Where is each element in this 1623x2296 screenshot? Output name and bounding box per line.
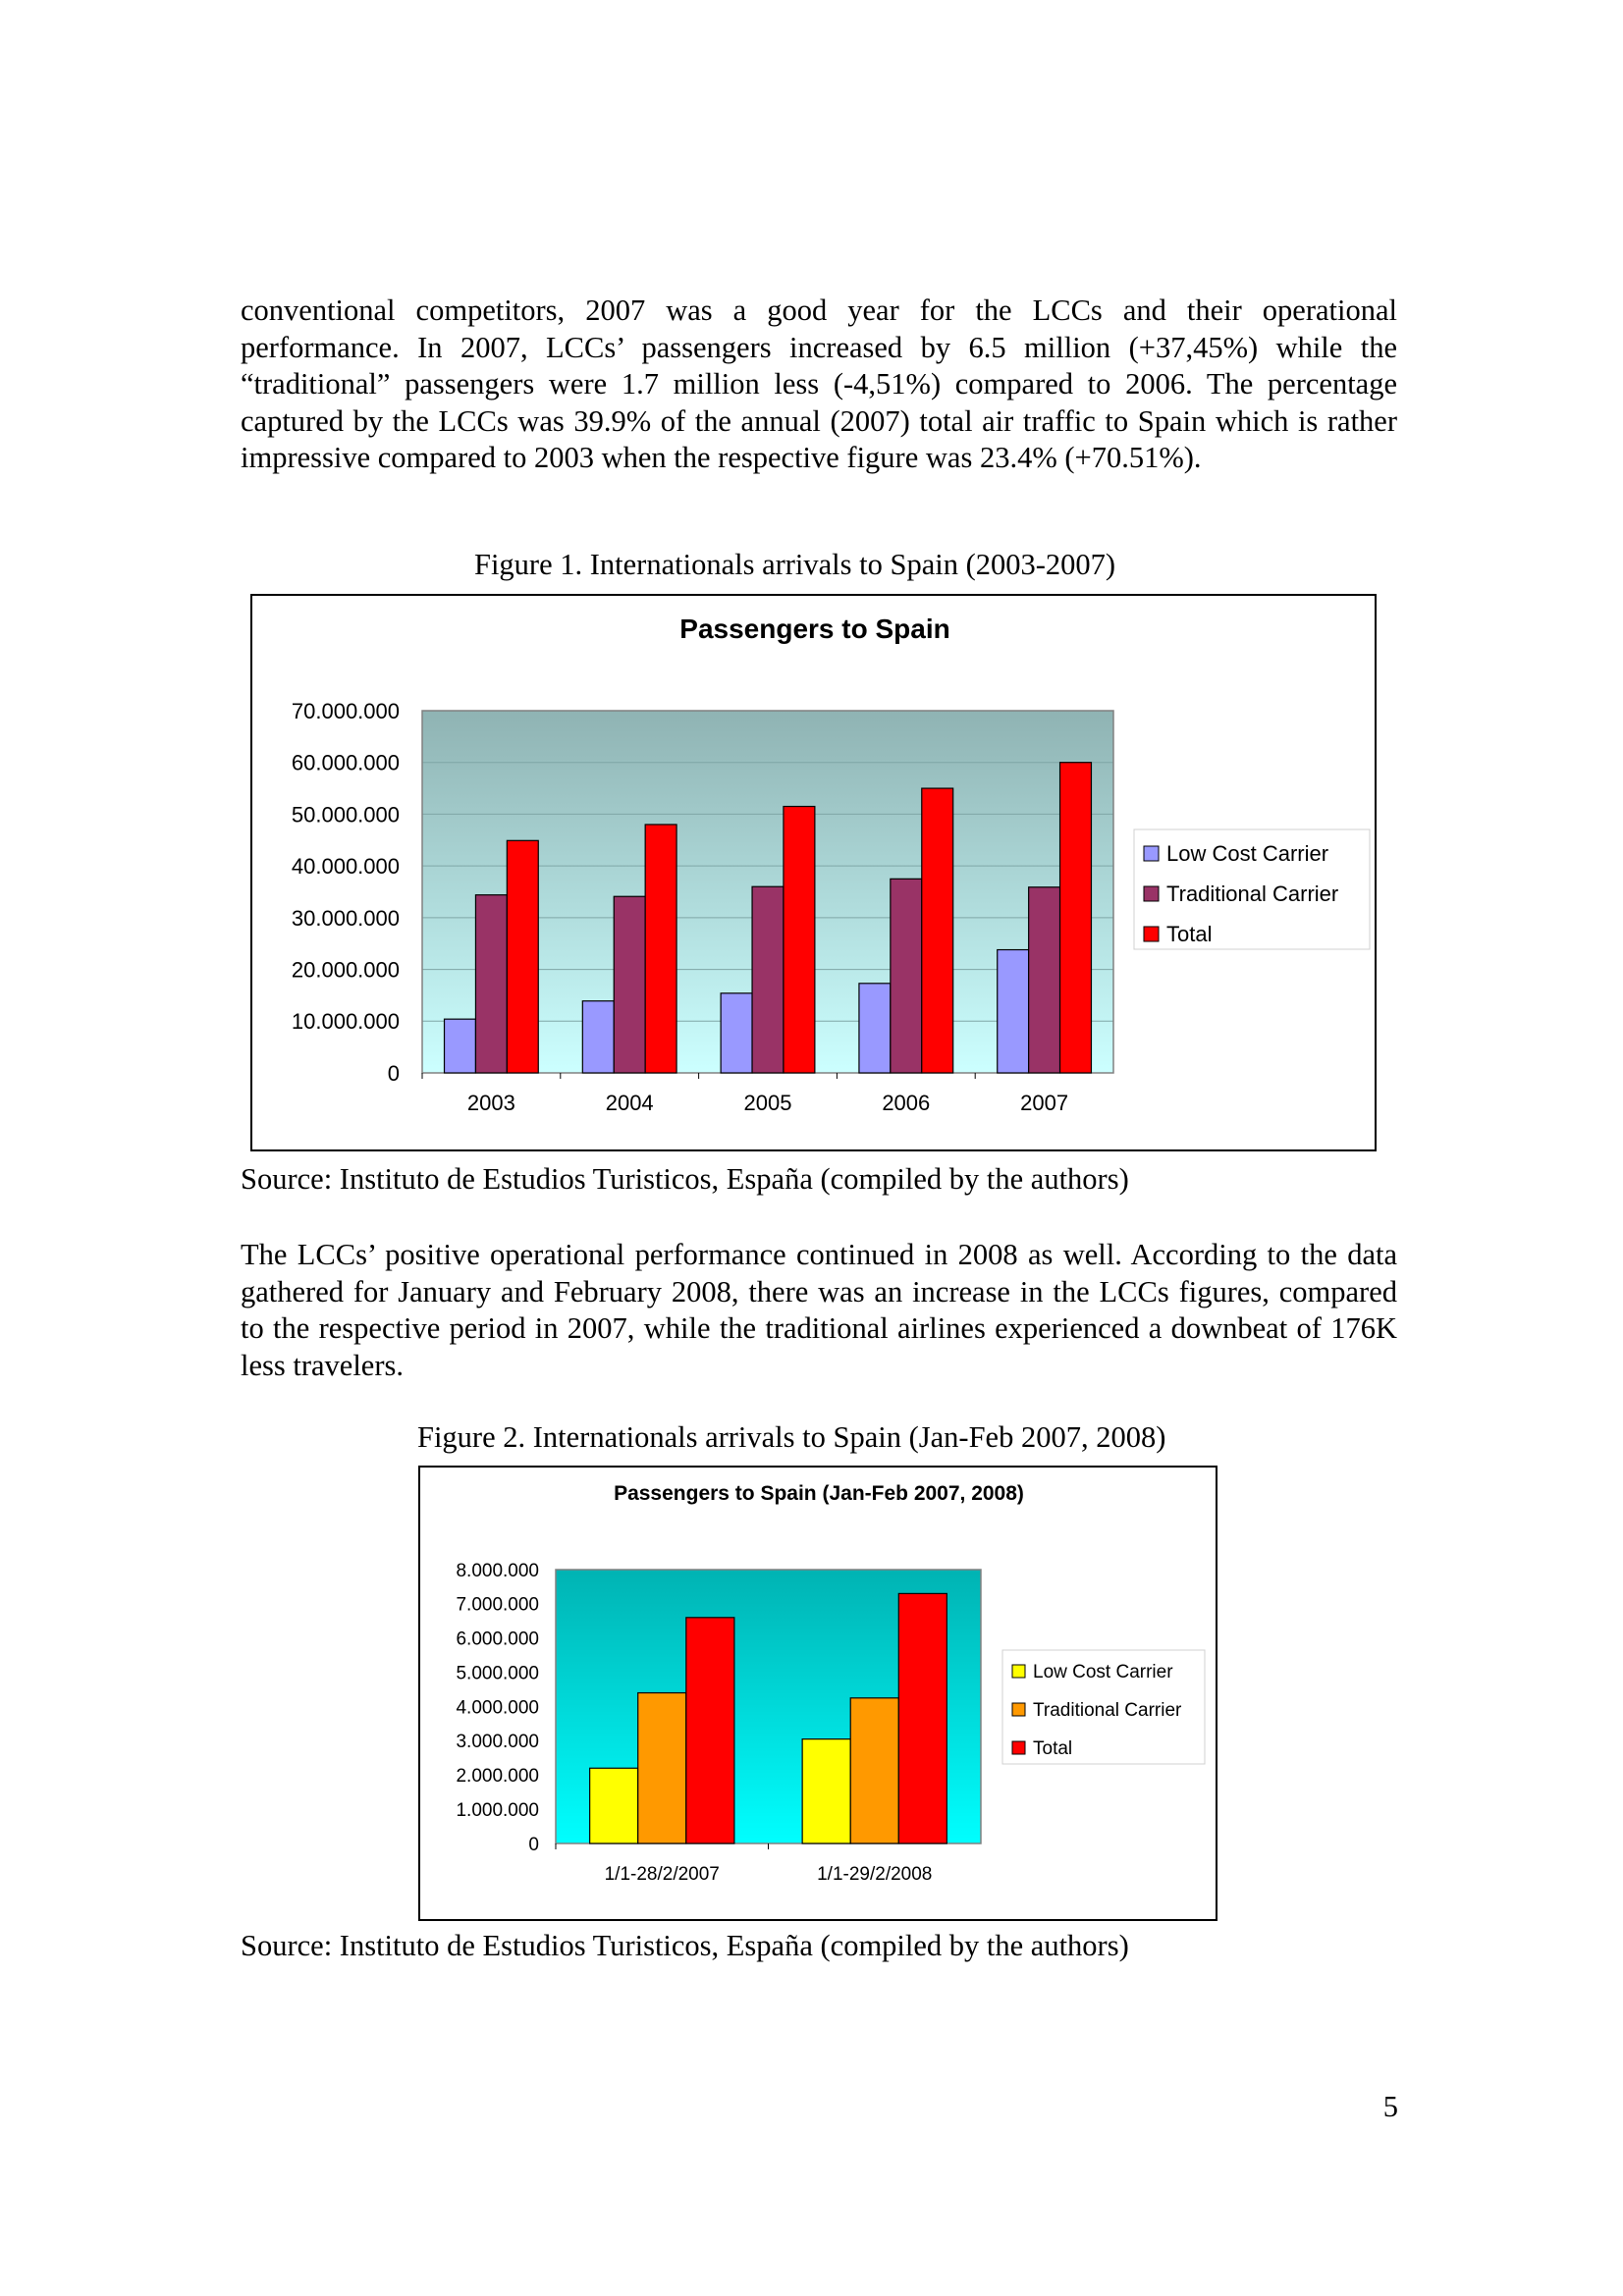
figure-1-source: Source: Instituto de Estudios Turisticos, España (compiled by the authors) [241, 1162, 1129, 1196]
chart-1-x-tick-label: 2004 [605, 1091, 654, 1115]
chart-2-y-tick-label: 4.000.000 [456, 1697, 539, 1719]
chart-1-bar [752, 886, 784, 1073]
chart-1-bar [445, 1019, 476, 1073]
chart-2-bar [638, 1693, 686, 1843]
chart-2-title: Passengers to Spain (Jan-Feb 2007, 2008) [614, 1482, 1024, 1505]
chart-1-bar [507, 840, 538, 1073]
chart-1-y-tick-label: 10.000.000 [291, 1009, 400, 1035]
chart-2-legend-label: Low Cost Carrier [1033, 1662, 1173, 1682]
chart-1-x-tick-label: 2003 [466, 1091, 515, 1115]
chart-2-y-tick-label: 1.000.000 [456, 1799, 539, 1821]
chart-1-bar [614, 896, 645, 1073]
chart-2-y-tick-label: 6.000.000 [456, 1629, 539, 1650]
chart-1-legend-swatch [1144, 846, 1159, 861]
chart-1-title: Passengers to Spain [679, 614, 950, 644]
chart-2-legend-label: Total [1033, 1738, 1073, 1759]
chart-1-y-tick-label: 70.000.000 [291, 698, 400, 723]
body-paragraph-1: conventional competitors, 2007 was a good year for the LCCs and their operational performance. In 2007, LCCs’ passengers increased by 6.5 million (+37,45%) while the “traditional” passengers were 1.7 million less (-4,51%) compared to 2006. The percentage captured by the LCCs was 39.9% of the annual (2007) total air traffic to Spain which is rather impressive compared to 2003 when the respective figure was 23.4% (+70.51%). [241, 294, 1397, 474]
chart-1-y-tick-label: 30.000.000 [291, 905, 400, 931]
chart-2-bar [802, 1739, 850, 1843]
chart-1-legend-swatch [1144, 886, 1159, 901]
chart-1-y-tick-label: 50.000.000 [291, 802, 400, 828]
chart-2-y-tick-label: 7.000.000 [456, 1594, 539, 1616]
chart-1-y-tick-label: 40.000.000 [291, 854, 400, 880]
chart-2-y-tick-label: 8.000.000 [456, 1560, 539, 1581]
chart-2-legend-swatch [1012, 1703, 1025, 1716]
chart-1-bar [998, 950, 1029, 1073]
chart-1-y-tick-label: 0 [387, 1060, 400, 1086]
chart-2-x-tick-label: 1/1-28/2/2007 [604, 1864, 720, 1885]
chart-1-bar [922, 788, 953, 1073]
chart-1-bar [784, 807, 815, 1073]
chart-1-bar [859, 984, 891, 1073]
chart-1-svg [252, 596, 1375, 1149]
chart-2-svg [420, 1468, 1216, 1919]
chart-2-legend-label: Traditional Carrier [1033, 1700, 1182, 1721]
chart-2-bar [850, 1698, 898, 1843]
chart-1-x-tick-label: 2007 [1020, 1091, 1069, 1115]
chart-1-legend-label: Traditional Carrier [1166, 881, 1339, 906]
chart-2-legend-swatch [1012, 1665, 1025, 1678]
chart-1-bar [1029, 887, 1060, 1073]
chart-1-y-tick-label: 20.000.000 [291, 957, 400, 983]
chart-1-legend-swatch [1144, 927, 1159, 941]
chart-2-x-tick-label: 1/1-29/2/2008 [817, 1864, 933, 1885]
chart-2-bar [686, 1618, 734, 1843]
chart-1-bar [891, 879, 922, 1073]
chart-1-legend-label: Low Cost Carrier [1166, 841, 1329, 866]
chart-1-bar [721, 993, 752, 1073]
chart-1-x-tick-label: 2005 [743, 1091, 792, 1115]
chart-1-legend-label: Total [1166, 922, 1213, 946]
figure-2-chart [418, 1466, 1217, 1921]
chart-2-bar [898, 1593, 947, 1843]
chart-1-x-tick-label: 2006 [882, 1091, 931, 1115]
chart-2-y-tick-label: 5.000.000 [456, 1663, 539, 1684]
body-paragraph-2: The LCCs’ positive operational performance continued in 2008 as well. According to the data gathered for January and February 2008, there was an increase in the LCCs figures, compared to the respective period in 2007, while the traditional airlines experienced a downbeat of 176K less travelers. [241, 1238, 1397, 1382]
chart-1-bar [645, 825, 676, 1073]
chart-2-legend-swatch [1012, 1741, 1025, 1754]
figure-1-chart [250, 594, 1377, 1151]
chart-2-y-tick-label: 2.000.000 [456, 1766, 539, 1788]
chart-1-y-tick-label: 60.000.000 [291, 750, 400, 775]
figure-1-caption: Figure 1. Internationals arrivals to Spain (2003-2007) [474, 548, 1116, 581]
page-number: 5 [1382, 2090, 1398, 2123]
figure-2-source: Source: Instituto de Estudios Turisticos, España (compiled by the authors) [241, 1929, 1129, 1962]
chart-2-y-tick-label: 0 [528, 1834, 539, 1855]
chart-1-bar [582, 1001, 614, 1073]
chart-1-bar [475, 895, 507, 1073]
chart-2-bar [590, 1768, 638, 1843]
figure-2-caption: Figure 2. Internationals arrivals to Spain (Jan-Feb 2007, 2008) [417, 1420, 1166, 1454]
chart-1-bar [1060, 763, 1092, 1073]
chart-2-y-tick-label: 3.000.000 [456, 1732, 539, 1753]
